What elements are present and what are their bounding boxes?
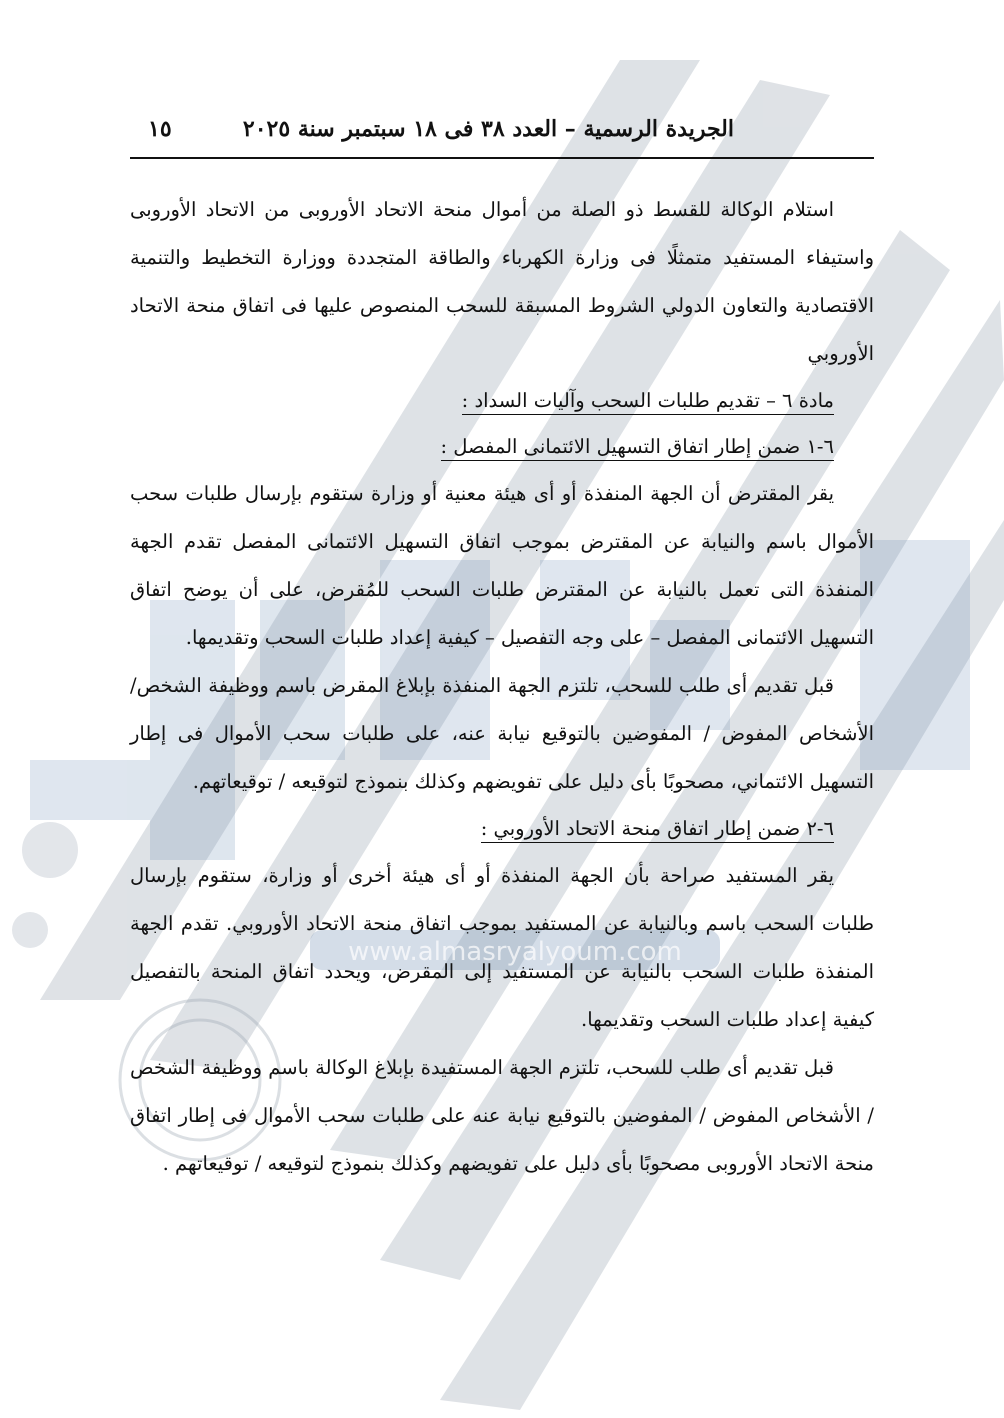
page-header — [130, 112, 874, 158]
article-6-heading — [130, 378, 874, 424]
paragraph-4: يقر المستفيد صراحة بأن الجهة المنفذة أو أى هيئة أخرى أو وزارة، ستقوم بإرسال طلبات السحب باسم وبالنيابة عن المستفيد بموجب اتفاق منحة الاتحاد الأوروبي. تقدم الجهة المنفذة طلبات السحب بالنيابة عن المستفيد إلى المقرض، ويحدد اتفاق المنحة بالتفصيل كيفية إعداد طلبات السحب وتقديمها. — [130, 864, 874, 1031]
document-body — [130, 186, 874, 1188]
watermark-site-text: www.almasryalyoum.com — [348, 937, 682, 967]
page-number: ١٥ — [148, 116, 172, 142]
article-6-heading-text: مادة ٦ – تقديم طلبات السحب وآليات السداد : — [462, 389, 834, 415]
section-6-1-heading — [130, 424, 874, 470]
gazette-header-title: الجريدة الرسمية – العدد ٣٨ فى ١٨ سبتمبر سنة ٢٠٢٥ — [242, 116, 734, 142]
header-divider — [130, 157, 874, 159]
paragraph-2: يقر المقترض أن الجهة المنفذة أو أى هيئة معنية أو وزارة ستقوم بإرسال طلبات سحب الأموال باسم والنيابة عن المقترض بموجب اتفاق التسهيل الائتمانى المفصل تقدم الجهة المنفذة التى تعمل بالنيابة عن المقترض طلبات السحب للمُقرض، على أن يوضح اتفاق التسهيل الائتمانى المفصل – على وجه التفصيل – كيفية إعداد طلبات السحب وتقديمها. — [130, 482, 874, 649]
section-6-2-heading — [130, 806, 874, 852]
section-6-1-heading-text: ٦-١ ضمن إطار اتفاق التسهيل الائتمانى المفصل : — [441, 435, 834, 461]
section-6-2-heading-text: ٦-٢ ضمن إطار اتفاق منحة الاتحاد الأوروبي : — [481, 817, 834, 843]
paragraph-1: استلام الوكالة للقسط ذو الصلة من أموال منحة الاتحاد الأوروبى من الاتحاد الأوروبى واستيفاء المستفيد متمثلًا فى وزارة الكهرباء والطاقة المتجددة ووزارة التخطيط والتنمية الاقتصادية والتعاون الدولي الشروط المسبقة للسحب المنصوص عليها فى اتفاق منحة الاتحاد الأوروبي — [130, 198, 874, 365]
paragraph-5: قبل تقديم أى طلب للسحب، تلتزم الجهة المستفيدة بإبلاغ الوكالة باسم ووظيفة الشخص / الأشخاص المفوض / المفوضين بالتوقيع نيابة عنه على طلبات سحب الأموال فى إطار اتفاق منحة الاتحاد الأوروبى مصحوبًا بأى دليل على تفويضهم وكذلك بنموذج لتوقيعه / توقيعاتهم . — [130, 1056, 874, 1175]
paragraph-3: قبل تقديم أى طلب للسحب، تلتزم الجهة المنفذة بإبلاغ المقرض باسم ووظيفة الشخص/ الأشخاص المفوض / المفوضين بالتوقيع نيابة عنه، على طلبات سحب الأموال فى إطار التسهيل الائتماني، مصحوبًا بأى دليل على تفويضهم وكذلك بنموذج لتوقيعه / توقيعاتهم. — [130, 674, 874, 793]
